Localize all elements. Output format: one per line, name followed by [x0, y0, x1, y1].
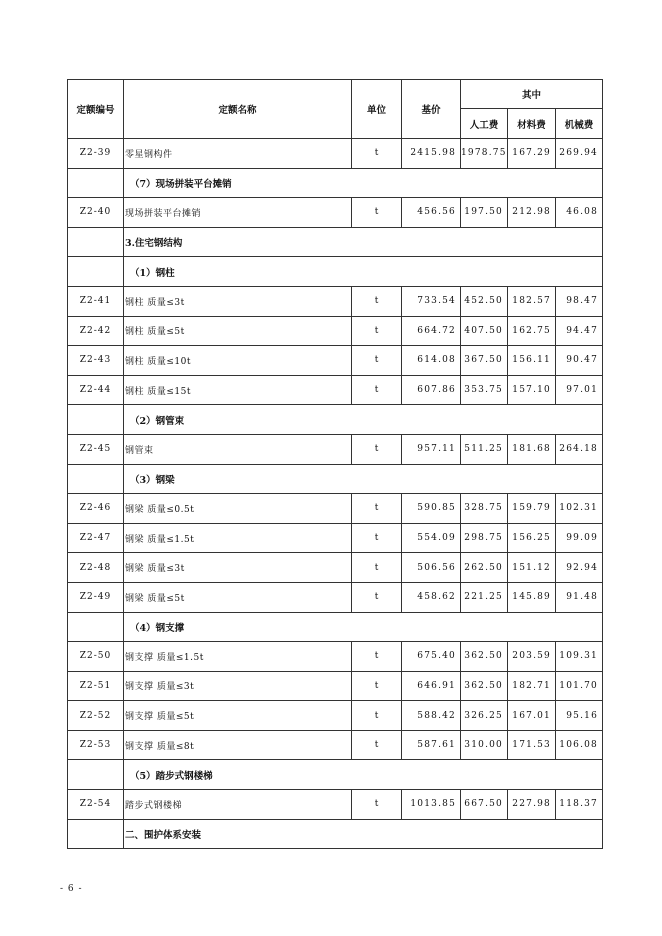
table-row	[68, 642, 603, 672]
quota-name: 钢柱 质量≤5t	[124, 316, 352, 346]
section-code-cell	[68, 227, 124, 257]
quota-code: Z2-44	[68, 375, 124, 405]
table-row	[68, 346, 603, 376]
labor-cost-cell: 367.50	[461, 346, 508, 376]
base-price-cell: 1013.85	[402, 790, 461, 820]
section-title: 二、围护体系安装	[124, 819, 603, 849]
machine-cost-cell: 98.47	[556, 286, 603, 316]
base-price-cell: 733.54	[402, 286, 461, 316]
labor-cost-cell: 353.75	[461, 375, 508, 405]
table-row	[68, 139, 603, 169]
page-number: - 6 -	[60, 884, 83, 894]
section-title: 3.住宅钢结构	[124, 227, 603, 257]
quota-name: 钢管束	[124, 434, 352, 464]
unit-cell: t	[352, 730, 402, 760]
base-price-cell: 506.56	[402, 553, 461, 583]
section-row	[68, 760, 603, 790]
material-cost-cell: 181.68	[508, 434, 556, 464]
unit-cell: t	[352, 553, 402, 583]
quota-name: 零星钢构件	[124, 139, 352, 169]
base-price-cell: 2415.98	[402, 139, 461, 169]
unit-cell: t	[352, 523, 402, 553]
unit-cell: t	[352, 375, 402, 405]
machine-cost-cell: 90.47	[556, 346, 603, 376]
material-cost-cell: 167.01	[508, 701, 556, 731]
section-code-cell	[68, 819, 124, 849]
material-cost-cell: 145.89	[508, 582, 556, 612]
quota-table-container	[67, 79, 602, 849]
quota-code: Z2-53	[68, 730, 124, 760]
material-cost-cell: 162.75	[508, 316, 556, 346]
base-price-cell: 614.08	[402, 346, 461, 376]
base-price-cell: 458.62	[402, 582, 461, 612]
labor-cost-cell: 328.75	[461, 494, 508, 524]
unit-cell: t	[352, 790, 402, 820]
labor-cost-cell: 221.25	[461, 582, 508, 612]
unit-cell: t	[352, 642, 402, 672]
material-cost-cell: 171.53	[508, 730, 556, 760]
unit-cell: t	[352, 582, 402, 612]
labor-cost-cell: 407.50	[461, 316, 508, 346]
quota-code: Z2-43	[68, 346, 124, 376]
machine-cost-cell: 269.94	[556, 139, 603, 169]
table-body	[68, 139, 603, 849]
quota-code: Z2-50	[68, 642, 124, 672]
machine-cost-cell: 101.70	[556, 671, 603, 701]
quota-code: Z2-52	[68, 701, 124, 731]
table-header	[68, 80, 603, 139]
base-price-cell: 664.72	[402, 316, 461, 346]
section-title: （5）踏步式钢楼梯	[124, 760, 603, 790]
header-labor: 人工费	[461, 109, 508, 139]
material-cost-cell: 203.59	[508, 642, 556, 672]
machine-cost-cell: 46.08	[556, 198, 603, 228]
machine-cost-cell: 95.16	[556, 701, 603, 731]
quota-name: 现场拼装平台摊销	[124, 198, 352, 228]
section-title: （1）钢柱	[124, 257, 603, 287]
machine-cost-cell: 97.01	[556, 375, 603, 405]
unit-cell: t	[352, 316, 402, 346]
quota-code: Z2-42	[68, 316, 124, 346]
labor-cost-cell: 298.75	[461, 523, 508, 553]
base-price-cell: 554.09	[402, 523, 461, 553]
table-row	[68, 375, 603, 405]
labor-cost-cell: 667.50	[461, 790, 508, 820]
quota-code: Z2-39	[68, 139, 124, 169]
quota-name: 踏步式钢楼梯	[124, 790, 352, 820]
table-row	[68, 671, 603, 701]
material-cost-cell: 227.98	[508, 790, 556, 820]
quota-code: Z2-45	[68, 434, 124, 464]
quota-code: Z2-54	[68, 790, 124, 820]
labor-cost-cell: 362.50	[461, 671, 508, 701]
labor-cost-cell: 326.25	[461, 701, 508, 731]
quota-name: 钢支撑 质量≤1.5t	[124, 642, 352, 672]
material-cost-cell: 159.79	[508, 494, 556, 524]
section-row	[68, 819, 603, 849]
table-row	[68, 730, 603, 760]
section-row	[68, 405, 603, 435]
quota-name: 钢支撑 质量≤8t	[124, 730, 352, 760]
header-material: 材料费	[508, 109, 556, 139]
material-cost-cell: 156.25	[508, 523, 556, 553]
machine-cost-cell: 118.37	[556, 790, 603, 820]
base-price-cell: 646.91	[402, 671, 461, 701]
quota-name: 钢柱 质量≤15t	[124, 375, 352, 405]
section-row	[68, 257, 603, 287]
section-code-cell	[68, 612, 124, 642]
header-unit: 单位	[352, 80, 402, 139]
material-cost-cell: 167.29	[508, 139, 556, 169]
table-row	[68, 286, 603, 316]
base-price-cell: 456.56	[402, 198, 461, 228]
labor-cost-cell: 197.50	[461, 198, 508, 228]
quota-code: Z2-51	[68, 671, 124, 701]
machine-cost-cell: 109.31	[556, 642, 603, 672]
material-cost-cell: 156.11	[508, 346, 556, 376]
machine-cost-cell: 106.08	[556, 730, 603, 760]
unit-cell: t	[352, 701, 402, 731]
section-row	[68, 612, 603, 642]
header-base-price: 基价	[402, 80, 461, 139]
section-title: （7）现场拼装平台摊销	[124, 168, 603, 198]
quota-name: 钢柱 质量≤3t	[124, 286, 352, 316]
base-price-cell: 957.11	[402, 434, 461, 464]
section-row	[68, 464, 603, 494]
machine-cost-cell: 99.09	[556, 523, 603, 553]
base-price-cell: 587.61	[402, 730, 461, 760]
machine-cost-cell: 92.94	[556, 553, 603, 583]
quota-name: 钢梁 质量≤0.5t	[124, 494, 352, 524]
quota-table	[67, 79, 603, 849]
section-title: （3）钢梁	[124, 464, 603, 494]
material-cost-cell: 182.71	[508, 671, 556, 701]
quota-name: 钢梁 质量≤3t	[124, 553, 352, 583]
quota-name: 钢支撑 质量≤5t	[124, 701, 352, 731]
labor-cost-cell: 452.50	[461, 286, 508, 316]
labor-cost-cell: 511.25	[461, 434, 508, 464]
section-row	[68, 168, 603, 198]
material-cost-cell: 151.12	[508, 553, 556, 583]
section-title: （2）钢管束	[124, 405, 603, 435]
machine-cost-cell: 94.47	[556, 316, 603, 346]
quota-code: Z2-40	[68, 198, 124, 228]
section-row	[68, 227, 603, 257]
section-code-cell	[68, 168, 124, 198]
quota-name: 钢梁 质量≤5t	[124, 582, 352, 612]
section-code-cell	[68, 760, 124, 790]
quota-name: 钢梁 质量≤1.5t	[124, 523, 352, 553]
section-code-cell	[68, 464, 124, 494]
base-price-cell: 675.40	[402, 642, 461, 672]
unit-cell: t	[352, 286, 402, 316]
machine-cost-cell: 264.18	[556, 434, 603, 464]
table-row	[68, 198, 603, 228]
table-row	[68, 553, 603, 583]
table-row	[68, 434, 603, 464]
table-row	[68, 790, 603, 820]
base-price-cell: 607.86	[402, 375, 461, 405]
unit-cell: t	[352, 139, 402, 169]
machine-cost-cell: 102.31	[556, 494, 603, 524]
unit-cell: t	[352, 494, 402, 524]
quota-code: Z2-48	[68, 553, 124, 583]
material-cost-cell: 212.98	[508, 198, 556, 228]
quota-code: Z2-49	[68, 582, 124, 612]
table-row	[68, 494, 603, 524]
quota-code: Z2-41	[68, 286, 124, 316]
header-of-which: 其中	[461, 80, 603, 109]
labor-cost-cell: 310.00	[461, 730, 508, 760]
base-price-cell: 588.42	[402, 701, 461, 731]
table-row	[68, 701, 603, 731]
section-code-cell	[68, 257, 124, 287]
table-row	[68, 582, 603, 612]
base-price-cell: 590.85	[402, 494, 461, 524]
material-cost-cell: 182.57	[508, 286, 556, 316]
unit-cell: t	[352, 346, 402, 376]
labor-cost-cell: 362.50	[461, 642, 508, 672]
table-row	[68, 523, 603, 553]
unit-cell: t	[352, 434, 402, 464]
quota-code: Z2-46	[68, 494, 124, 524]
section-title: （4）钢支撑	[124, 612, 603, 642]
quota-name: 钢支撑 质量≤3t	[124, 671, 352, 701]
section-code-cell	[68, 405, 124, 435]
table-row	[68, 316, 603, 346]
header-name: 定额名称	[124, 80, 352, 139]
labor-cost-cell: 1978.75	[461, 139, 508, 169]
unit-cell: t	[352, 671, 402, 701]
material-cost-cell: 157.10	[508, 375, 556, 405]
unit-cell: t	[352, 198, 402, 228]
quota-name: 钢柱 质量≤10t	[124, 346, 352, 376]
header-code: 定额编号	[68, 80, 124, 139]
labor-cost-cell: 262.50	[461, 553, 508, 583]
header-machine: 机械费	[556, 109, 603, 139]
quota-code: Z2-47	[68, 523, 124, 553]
machine-cost-cell: 91.48	[556, 582, 603, 612]
